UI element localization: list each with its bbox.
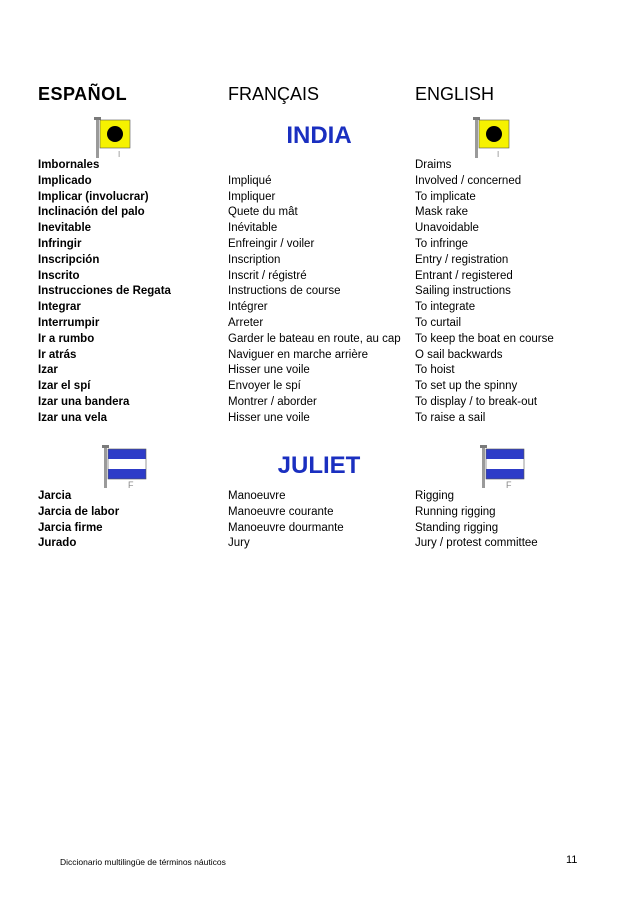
table-row (0, 284, 638, 300)
term-fr: Manoeuvre (228, 490, 286, 502)
term-en: O sail backwards (415, 348, 503, 361)
term-fr: Garder le bateau en route, au cap (228, 332, 401, 345)
term-fr: Inscription (228, 253, 281, 266)
term-en: To curtail (415, 316, 462, 329)
table-row (0, 221, 638, 237)
term-es: Izar una bandera (38, 395, 130, 408)
table-row (0, 348, 638, 364)
header-english: ENGLISH (415, 84, 495, 104)
term-fr: Arreter (228, 316, 264, 329)
table-row (0, 395, 638, 411)
term-en: Sailing instructions (415, 285, 511, 298)
term-en: To infringe (415, 237, 469, 250)
term-en: To display / to break-out (415, 395, 538, 408)
term-en: To keep the boat en course (415, 332, 554, 345)
table-row (0, 205, 638, 221)
term-es: Izar el spí (38, 380, 91, 393)
table-row (0, 505, 638, 521)
term-fr: Jury (228, 537, 250, 550)
section-title-india: INDIA (286, 122, 352, 149)
juliet-flag-icon (100, 444, 150, 490)
term-en: Mask rake (415, 206, 469, 219)
term-en: Running rigging (415, 505, 496, 518)
term-en: To set up the spinny (415, 380, 518, 393)
term-es: Instrucciones de Regata (38, 285, 171, 298)
term-en: Standing rigging (415, 521, 499, 534)
term-fr: Montrer / aborder (228, 395, 317, 408)
term-fr: Quete du mât (228, 206, 298, 219)
term-es: Izar (38, 364, 58, 377)
table-row (0, 158, 638, 174)
term-fr: Intégrer (228, 301, 268, 314)
term-es: Ir atrás (38, 348, 77, 361)
term-fr: Naviguer en marche arrière (228, 348, 368, 361)
term-es: Jarcia de labor (38, 505, 120, 518)
table-row (0, 411, 638, 427)
term-fr: Envoyer le spí (228, 380, 301, 393)
footer-title: Diccionario multilingüe de términos náuticos (60, 857, 226, 867)
table-row (0, 363, 638, 379)
term-en: To hoist (415, 364, 455, 377)
term-fr: Impliqué (228, 174, 272, 187)
term-en: To integrate (415, 301, 476, 314)
term-en: Unavoidable (415, 222, 479, 235)
term-es: Ir a rumbo (38, 332, 95, 345)
svg-text:F: F (128, 480, 134, 490)
term-es: Jurado (38, 537, 77, 550)
table-row (0, 521, 638, 537)
table-row (0, 269, 638, 285)
term-en: Involved / concerned (415, 174, 522, 187)
india-entries (0, 158, 638, 427)
table-row (0, 190, 638, 206)
india-flag-icon-right (471, 116, 513, 160)
term-en: Rigging (415, 490, 454, 502)
term-fr: Hisser une voile (228, 364, 310, 377)
juliet-entries (0, 489, 638, 552)
term-es: Izar una vela (38, 411, 108, 424)
juliet-flag-icon-right (478, 444, 528, 490)
term-es: Jarcia (38, 490, 72, 502)
table-row (0, 332, 638, 348)
term-fr: Inscrit / régistré (228, 269, 307, 282)
term-en: To raise a sail (415, 411, 486, 424)
term-es: Integrar (38, 301, 81, 314)
term-fr: Instructions de course (228, 285, 341, 298)
term-en: To implicate (415, 190, 476, 203)
table-row (0, 316, 638, 332)
table-row (0, 253, 638, 269)
table-row (0, 379, 638, 395)
term-es: Imbornales (38, 159, 100, 171)
term-fr: Manoeuvre dourmante (228, 521, 344, 534)
section-title-juliet: JULIET (277, 452, 361, 479)
term-fr: Enfreingir / voiler (228, 237, 315, 250)
table-row (0, 300, 638, 316)
svg-text:I: I (497, 150, 500, 159)
term-en: Entrant / registered (415, 269, 513, 282)
term-es: Inclinación del palo (38, 206, 145, 219)
term-es: Inscrito (38, 269, 80, 282)
svg-text:F: F (506, 480, 512, 490)
term-en: Jury / protest committee (415, 537, 538, 550)
term-en: Draims (415, 159, 452, 171)
term-es: Implicar (involucrar) (38, 190, 149, 203)
table-row (0, 536, 638, 552)
page-number: 11 (566, 854, 578, 866)
term-fr: Inévitable (228, 222, 278, 235)
term-fr: Impliquer (228, 190, 276, 203)
header-francais: FRANÇAIS (228, 84, 320, 104)
table-row (0, 174, 638, 190)
table-row (0, 237, 638, 253)
term-en: Entry / registration (415, 253, 509, 266)
term-fr: Manoeuvre courante (228, 505, 334, 518)
term-es: Interrumpir (38, 316, 100, 329)
term-fr: Hisser une voile (228, 411, 310, 424)
term-es: Infringir (38, 237, 82, 250)
table-row (0, 489, 638, 505)
header-espanol: ESPAÑOL (38, 84, 128, 104)
term-es: Inevitable (38, 222, 92, 235)
term-es: Inscripción (38, 253, 100, 266)
term-es: Implicado (38, 174, 92, 187)
term-es: Jarcia firme (38, 521, 103, 534)
svg-text:I: I (118, 150, 121, 159)
india-flag-icon (92, 116, 134, 160)
